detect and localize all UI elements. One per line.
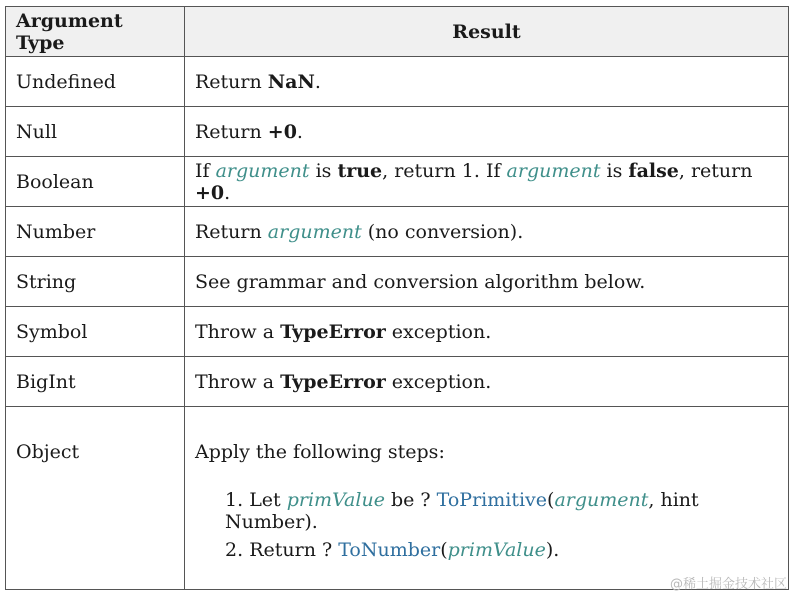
result-cell: Throw a TypeError exception. xyxy=(185,307,789,357)
table-row xyxy=(6,357,789,407)
type-cell: Object xyxy=(6,407,185,590)
result-cell: If argument is true, return 1. If argument is false, return +0. xyxy=(185,157,789,207)
steps-intro: Apply the following steps: xyxy=(195,441,445,463)
type-cell: BigInt xyxy=(6,357,185,407)
header-result: Result xyxy=(185,7,789,57)
table-row xyxy=(6,157,789,207)
result-cell: Return argument (no conversion). xyxy=(185,207,789,257)
type-cell: Boolean xyxy=(6,157,185,207)
result-cell: Throw a TypeError exception. xyxy=(185,357,789,407)
table-row xyxy=(6,57,789,107)
header-row xyxy=(6,7,789,57)
table-row xyxy=(6,107,789,157)
result-cell: Return +0. xyxy=(185,107,789,157)
type-cell: Symbol xyxy=(6,307,185,357)
header-argument-type: Argument Type xyxy=(6,7,185,57)
table-row xyxy=(6,207,789,257)
result-cell: Return NaN. xyxy=(185,57,789,107)
watermark: @稀土掘金技术社区 xyxy=(669,577,787,592)
type-cell: Null xyxy=(6,107,185,157)
result-cell: See grammar and conversion algorithm below. xyxy=(185,257,789,307)
result-cell xyxy=(185,407,789,590)
type-cell: Number xyxy=(6,207,185,257)
type-cell: String xyxy=(6,257,185,307)
table-row xyxy=(6,307,789,357)
conversion-table xyxy=(5,6,789,590)
table-row xyxy=(6,257,789,307)
step-item: 2. Return ? ToNumber(primValue). xyxy=(225,539,560,561)
step-item: 1. Let primValue be ? ToPrimitive(argument, hint Number). xyxy=(225,489,699,533)
table-row xyxy=(6,407,789,590)
type-cell: Undefined xyxy=(6,57,185,107)
steps-list xyxy=(195,489,778,561)
